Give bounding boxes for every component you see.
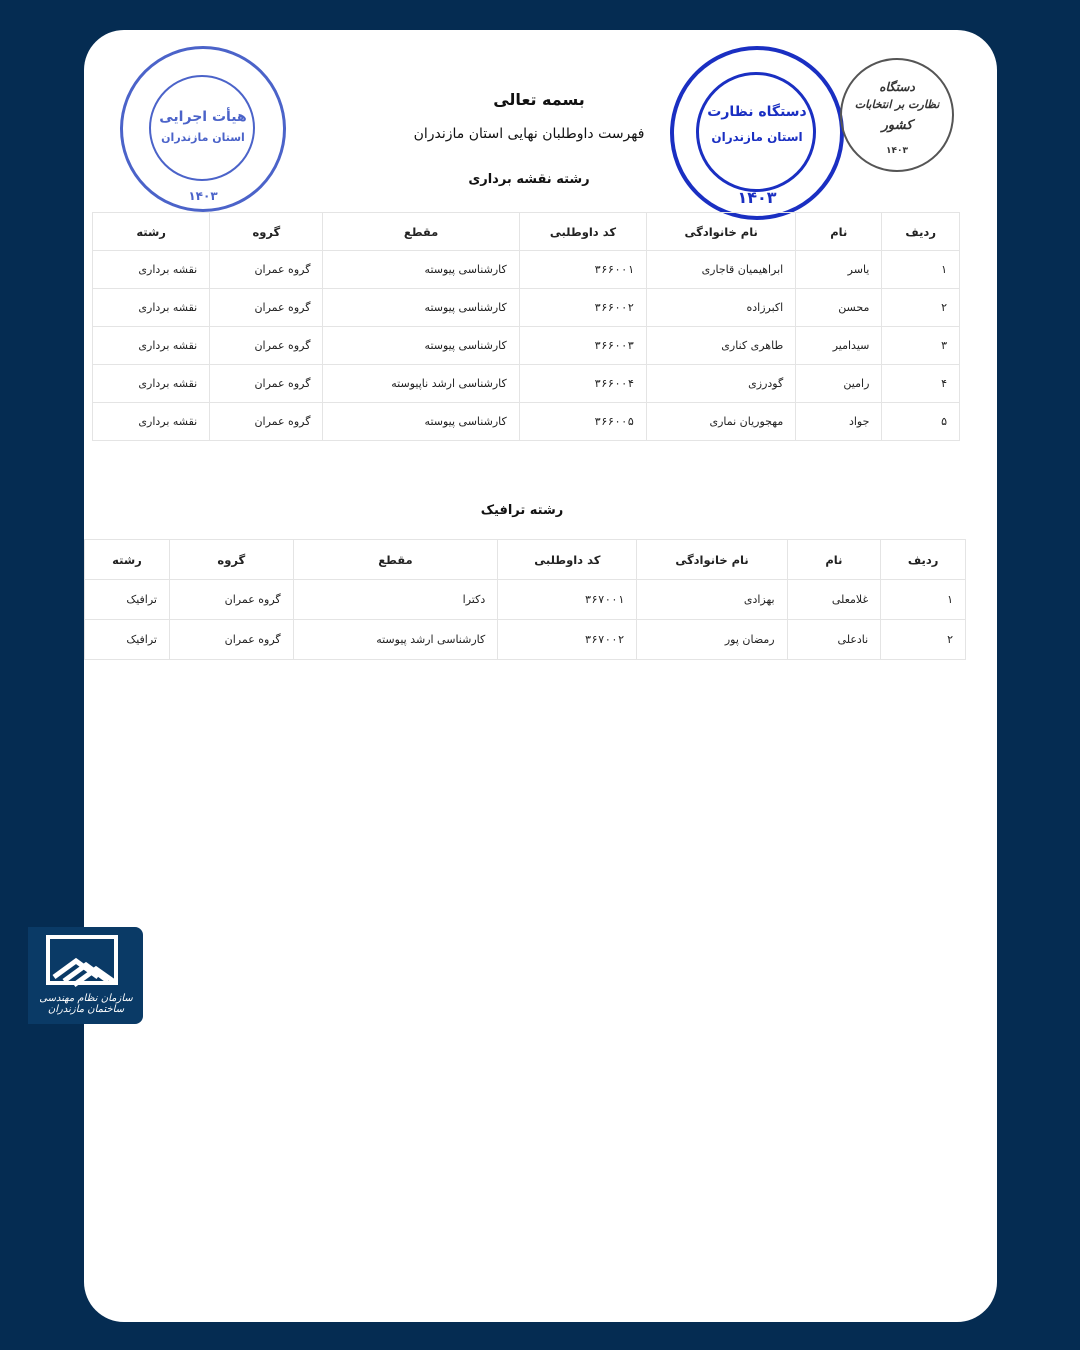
section-title-surveying: رشته نقشه برداری (468, 172, 590, 187)
stamp-inner-ring (149, 75, 255, 181)
field: نقشه برداری (93, 365, 210, 403)
column-header: نام خانوادگی (647, 213, 796, 251)
last-name: رمضان پور (637, 620, 787, 660)
column-header: کد داوطلبی (519, 213, 646, 251)
document-title: فهرست داوطلبان نهایی استان مازندران (413, 126, 645, 142)
field: نقشه برداری (93, 403, 210, 441)
table-header-row (93, 213, 960, 251)
group: گروه عمران (210, 251, 323, 289)
last-name: طاهری کناری (647, 327, 796, 365)
field: نقشه برداری (93, 289, 210, 327)
degree: دکترا (293, 580, 498, 620)
table-row (93, 251, 960, 289)
last-name: گودرزی (647, 365, 796, 403)
row-number: ۲ (882, 289, 960, 327)
row-number: ۵ (882, 403, 960, 441)
section-title-traffic: رشته ترافیک (480, 503, 564, 518)
column-header: رشته (85, 540, 170, 580)
first-name: رامین (796, 365, 882, 403)
stamp-line2: نظارت بر انتخابات (854, 98, 940, 111)
row-number: ۳ (882, 327, 960, 365)
candidate-code: ۳۶۶۰۰۱ (519, 251, 646, 289)
field: نقشه برداری (93, 251, 210, 289)
field: ترافیک (85, 580, 170, 620)
table-row (93, 403, 960, 441)
degree: کارشناسی پیوسته (323, 403, 519, 441)
row-number: ۲ (881, 620, 966, 660)
table-row (85, 580, 966, 620)
first-name: جواد (796, 403, 882, 441)
stamp-year: ۱۴۰۳ (737, 188, 777, 207)
stamp-year: ۱۴۰۳ (886, 146, 908, 156)
stamp-line1: دستگاه (879, 80, 915, 94)
last-name: اکبرزاده (647, 289, 796, 327)
row-number: ۱ (882, 251, 960, 289)
column-header: کد داوطلبی (498, 540, 637, 580)
first-name: یاسر (796, 251, 882, 289)
first-name: غلامعلی (787, 580, 881, 620)
surveying-candidates-table (92, 212, 960, 441)
first-name: سیدامیر (796, 327, 882, 365)
degree: کارشناسی پیوسته (323, 289, 519, 327)
candidate-code: ۳۶۶۰۰۲ (519, 289, 646, 327)
table-row (85, 620, 966, 660)
row-number: ۱ (881, 580, 966, 620)
building-chevron-icon (46, 935, 118, 989)
degree: کارشناسی پیوسته (323, 251, 519, 289)
candidate-code: ۳۶۷۰۰۲ (498, 620, 637, 660)
column-header: رشته (93, 213, 210, 251)
stamp-line3: کشور (881, 118, 913, 133)
column-header: مقطع (323, 213, 519, 251)
degree: کارشناسی پیوسته (323, 327, 519, 365)
last-name: ابراهیمیان قاجاری (647, 251, 796, 289)
column-header: گروه (210, 213, 323, 251)
degree: کارشناسی ارشد ناپیوسته (323, 365, 519, 403)
stamp-line1: هیأت اجرایی (159, 109, 247, 125)
candidate-code: ۳۶۶۰۰۵ (519, 403, 646, 441)
stamp-year: ۱۴۰۳ (188, 189, 218, 203)
field: نقشه برداری (93, 327, 210, 365)
candidate-code: ۳۶۶۰۰۳ (519, 327, 646, 365)
first-name: محسن (796, 289, 882, 327)
column-header: ردیف (882, 213, 960, 251)
group: گروه عمران (210, 327, 323, 365)
group: گروه عمران (169, 580, 293, 620)
field: ترافیک (85, 620, 170, 660)
stamp-line2: استان مازندران (161, 131, 245, 144)
table-row (93, 289, 960, 327)
table-row (93, 365, 960, 403)
column-header: ردیف (881, 540, 966, 580)
organization-logo (28, 927, 143, 1024)
group: گروه عمران (169, 620, 293, 660)
group: گروه عمران (210, 289, 323, 327)
group: گروه عمران (210, 403, 323, 441)
table-header-row (85, 540, 966, 580)
document-sheet (84, 30, 997, 1322)
first-name: نادعلی (787, 620, 881, 660)
stamp-line2: استان مازندران (711, 130, 803, 144)
column-header: گروه (169, 540, 293, 580)
row-number: ۴ (882, 365, 960, 403)
table-row (93, 327, 960, 365)
degree: کارشناسی ارشد پیوسته (293, 620, 498, 660)
candidate-code: ۳۶۶۰۰۴ (519, 365, 646, 403)
candidate-code: ۳۶۷۰۰۱ (498, 580, 637, 620)
executive-board-stamp (120, 46, 286, 212)
column-header: نام (796, 213, 882, 251)
national-election-supervision-stamp (840, 58, 954, 172)
logo-text: سازمان نظام مهندسی ساختمان مازندران (39, 993, 133, 1015)
stamp-line1: دستگاه نظارت (707, 104, 807, 120)
column-header: نام (787, 540, 881, 580)
last-name: مهجوریان نماری (647, 403, 796, 441)
group: گروه عمران (210, 365, 323, 403)
last-name: بهزادی (637, 580, 787, 620)
column-header: مقطع (293, 540, 498, 580)
traffic-candidates-table (84, 539, 966, 660)
basmala: بسمه تعالی (493, 90, 585, 109)
column-header: نام خانوادگی (637, 540, 787, 580)
